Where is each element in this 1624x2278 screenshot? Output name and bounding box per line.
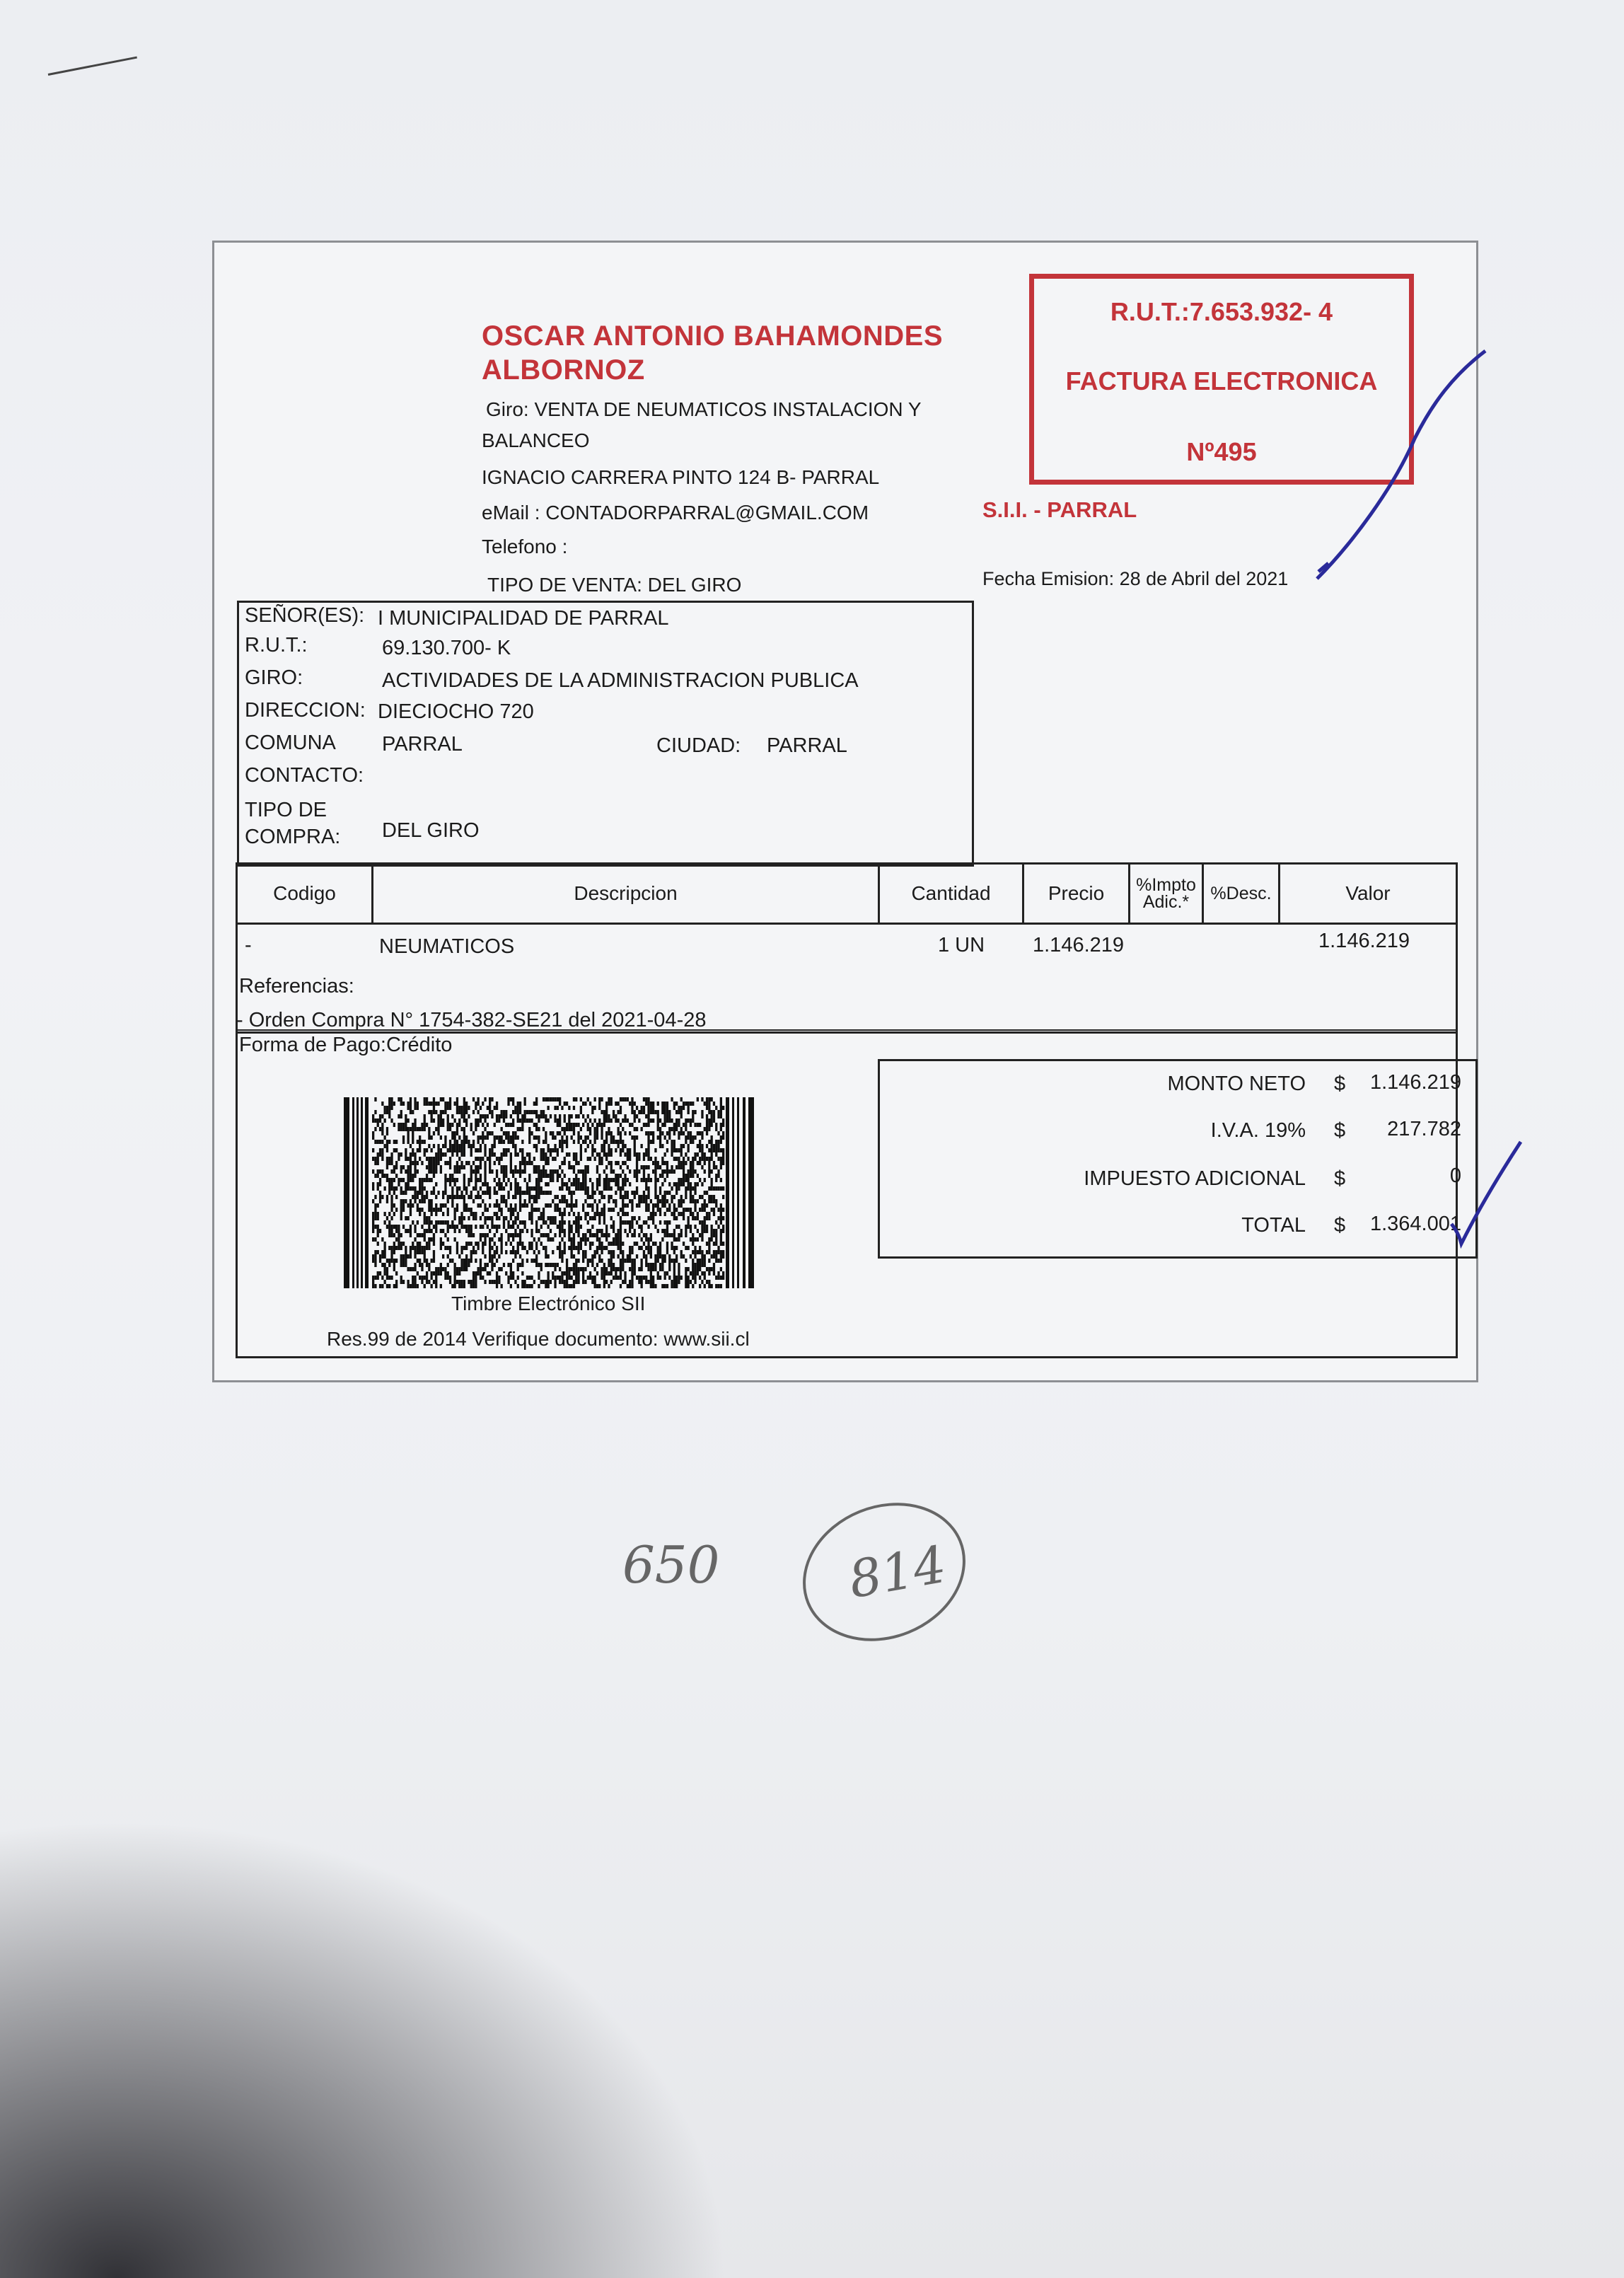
label-contacto: CONTACTO: (245, 764, 364, 787)
stamp-number: Nº495 (1186, 437, 1257, 466)
pen-stroke (48, 57, 137, 76)
client-comuna: PARRAL (382, 733, 463, 756)
iva-currency: $ (1334, 1119, 1346, 1142)
header-desc: %Desc. (1204, 865, 1280, 923)
row-codigo: - (245, 934, 252, 956)
photo-shadow (0, 1783, 778, 2278)
issue-date: Fecha Emision: 28 de Abril del 2021 (982, 568, 1289, 589)
client-giro: ACTIVIDADES DE LA ADMINISTRACION PUBLICA (382, 669, 859, 692)
row-descripcion: NEUMATICOS (379, 935, 515, 958)
header-precio: Precio (1024, 865, 1130, 923)
header-codigo: Codigo (238, 865, 373, 923)
handwritten-circled-number: 814 (844, 1534, 951, 1610)
items-table (236, 862, 1458, 1034)
invoice-document (212, 241, 1478, 1382)
totals-box (878, 1059, 1478, 1259)
stamp-rut: R.U.T.:7.653.932- 4 (1110, 297, 1333, 326)
row-valor: 1.146.219 (1318, 930, 1410, 952)
row-precio: 1.146.219 (1033, 934, 1125, 956)
label-comuna: COMUNA (245, 732, 336, 754)
client-direccion: DIECIOCHO 720 (378, 700, 534, 723)
issuer-address: IGNACIO CARRERA PINTO 124 B- PARRAL (482, 466, 880, 488)
client-name: I MUNICIPALIDAD DE PARRAL (378, 607, 669, 630)
table-header (238, 865, 1456, 925)
label-rut: R.U.T.: (245, 634, 308, 657)
referencias-label: Referencias: (239, 975, 354, 998)
label-direccion: DIRECCION: (245, 699, 366, 722)
header-cantidad: Cantidad (880, 865, 1024, 923)
total-currency: $ (1334, 1214, 1346, 1237)
impuesto-adicional-label: IMPUESTO ADICIONAL (1084, 1167, 1306, 1190)
issuer-telefono: Telefono : (482, 536, 568, 557)
client-box (237, 601, 974, 867)
total-value: 1.364.001 (1369, 1213, 1461, 1235)
check-mark-date (1309, 347, 1507, 587)
label-senor: SEÑOR(ES): (245, 604, 365, 627)
sii-office: S.I.I. - PARRAL (982, 497, 1137, 522)
monto-neto-currency: $ (1334, 1072, 1346, 1095)
issuer-giro-1: Giro: VENTA DE NEUMATICOS INSTALACION Y (486, 398, 922, 420)
check-mark-total (1443, 1132, 1528, 1259)
forma-pago: Forma de Pago:Crédito (239, 1034, 453, 1056)
label-tipo-compra: TIPO DE COMPRA: (245, 799, 341, 848)
label-ciudad: CIUDAD: (656, 734, 741, 757)
monto-neto-value: 1.146.219 (1369, 1071, 1461, 1094)
footer-box (236, 1029, 1461, 1358)
timbre-barcode (344, 1097, 754, 1288)
iva-value: 217.782 (1387, 1118, 1461, 1140)
client-ciudad: PARRAL (767, 734, 847, 757)
res-line: Res.99 de 2014 Verifique documento: www.sii.cl (327, 1328, 750, 1350)
client-rut: 69.130.700- K (382, 637, 511, 659)
handwritten-number: 650 (622, 1535, 720, 1595)
header-valor: Valor (1345, 882, 1391, 904)
header-impto: %Impto Adic.* (1130, 865, 1204, 923)
issuer-giro-2: BALANCEO (482, 429, 590, 451)
header-descripcion: Descripcion (373, 865, 880, 923)
issuer-email: eMail : CONTADORPARRAL@GMAIL.COM (482, 502, 869, 524)
label-giro: GIRO: (245, 666, 303, 689)
tipo-venta: TIPO DE VENTA: DEL GIRO (487, 574, 742, 596)
issuer-name: OSCAR ANTONIO BAHAMONDES ALBORNOZ (482, 320, 944, 386)
impuesto-adicional-currency: $ (1334, 1167, 1346, 1190)
row-cantidad: 1 UN (938, 934, 985, 956)
total-label: TOTAL (1241, 1214, 1306, 1237)
impuesto-adicional-value: 0 (1449, 1164, 1461, 1187)
client-tipo-compra: DEL GIRO (382, 819, 480, 842)
iva-label: I.V.A. 19% (1210, 1119, 1306, 1142)
monto-neto-label: MONTO NETO (1167, 1072, 1306, 1095)
referencia-line: - Orden Compra N° 1754-382-SE21 del 2021-04-28 (236, 1009, 707, 1031)
stamp-doc-type: FACTURA ELECTRONICA (1065, 366, 1378, 395)
timbre-label: Timbre Electrónico SII (451, 1293, 646, 1314)
